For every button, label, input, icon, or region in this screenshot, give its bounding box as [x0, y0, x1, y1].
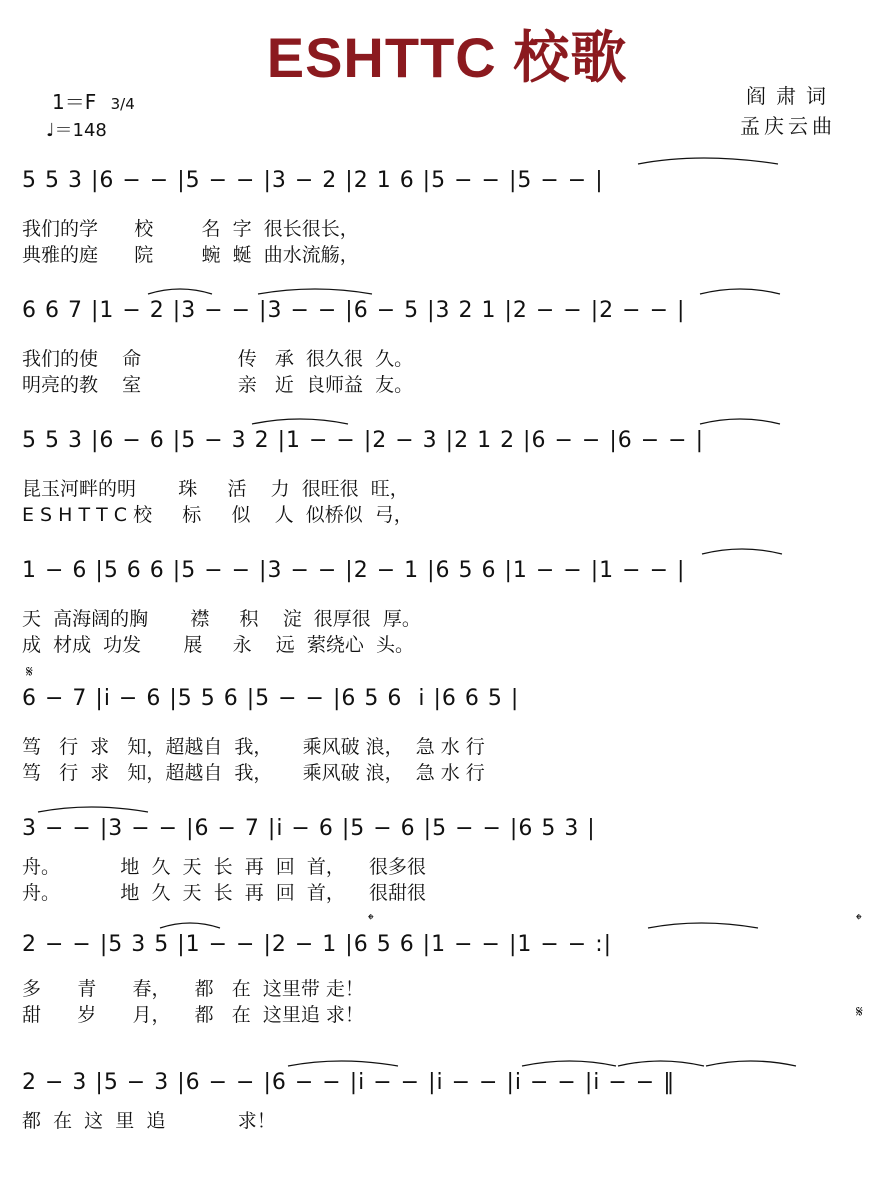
notation-line-4: 1 − 6 |5 6 6 |5 − − |3 − − |2 − 1 |6 5 6 |1 − − |1 − − | [22, 558, 686, 583]
lyricist-credit: 阎肃词 [746, 84, 836, 108]
lyric-line-2b: 明亮的教 室 亲 近 良师益 友。 [22, 374, 414, 396]
slur [38, 807, 148, 812]
lyric-line-8: 都 在 这 里 追 求！ [22, 1110, 276, 1132]
lyric-line-6a: 舟。 地 久 天 长 再 回 首， 很多很 [22, 856, 427, 878]
slur [288, 1061, 398, 1066]
key-time-signature [52, 86, 135, 115]
slur [252, 419, 348, 424]
segno-mark-end: 𝄋 [856, 1002, 863, 1021]
notation-line-1: 5 5 3 |6 − − |5 − − |3 − 2 |2 1 6 |5 − − |5 − − | [22, 168, 604, 193]
slur [706, 1061, 796, 1066]
notation-line-6: 3 − − |3 − − |6 − 7 |i − 6 |5 − 6 |5 − − |6 5 3 | [22, 816, 596, 841]
lyric-line-7a: 多 青 春， 都 在 这里带 走！ [22, 978, 364, 1000]
lyric-line-1a: 我们的学 校 名 字 很长很长， [22, 218, 359, 240]
notation-line-7: 2 − − |5 3 5 |1 − − |2 − 1 |6 5 6 |1 − − |1 − − :| [22, 932, 613, 957]
lyric-line-6b: 舟。 地 久 天 长 再 回 首， 很甜很 [22, 882, 427, 904]
slur [258, 289, 372, 294]
slur [700, 419, 780, 424]
tempo-marking: ♩＝148 [46, 120, 107, 141]
song-title: ESHTTC 校歌 [266, 26, 628, 89]
slur [618, 1061, 704, 1066]
lyric-line-7b: 甜 岁 月， 都 在 这里追 求！ [22, 1004, 364, 1026]
segno-mark: 𝄋 [26, 662, 33, 681]
slur [648, 923, 758, 928]
notation-line-8: 2 − 3 |5 − 3 |6 − − |6 − − |i − − |i − − |i − − |i − − ‖ [22, 1070, 676, 1095]
slur [148, 289, 212, 294]
lyric-line-3b: E S H T T C 校 标 似 人 似桥似 弓， [22, 504, 413, 526]
lyric-line-5b: 笃 行 求 知，超越自 我， 乘风破 浪， 急 水 行 [22, 762, 485, 784]
notation-line-3: 5 5 3 |6 − 6 |5 − 3 2 |1 − − |2 − 3 |2 1 2 |6 − − |6 − − | [22, 428, 704, 453]
slur [638, 158, 778, 164]
lyric-line-2a: 我们的使 命 传 承 很久很 久。 [22, 348, 414, 370]
lyric-line-4b: 成 材成 功发 展 永 远 萦绕心 头。 [22, 634, 414, 656]
lyric-line-5a: 笃 行 求 知，超越自 我， 乘风破 浪， 急 水 行 [22, 736, 485, 758]
composer-credit: 孟庆云曲 [740, 114, 836, 138]
slur [160, 923, 220, 928]
key-signature: 1＝F [52, 90, 97, 114]
coda-mark-2: 𝄌 [856, 910, 862, 929]
slur [702, 549, 782, 554]
lyric-line-3a: 昆玉河畔的明 珠 活 力 很旺很 旺， [22, 478, 409, 500]
lyric-line-4a: 天 高海阔的胸 襟 积 淀 很厚很 厚。 [22, 608, 421, 630]
slur [522, 1061, 616, 1066]
lyric-line-1b: 典雅的庭 院 蜿 蜒 曲水流觞， [22, 244, 359, 266]
notation-line-5: 6 − 7 |i − 6 |5 5 6 |5 − − |6 5 6 i |6 6 5 | [22, 686, 520, 711]
time-signature: 3/4 [110, 95, 135, 113]
notation-line-2: 6 6 7 |1 − 2 |3 − − |3 − − |6 − 5 |3 2 1 |2 − − |2 − − | [22, 298, 686, 323]
coda-mark-1: 𝄌 [368, 910, 374, 929]
slur [700, 289, 780, 294]
